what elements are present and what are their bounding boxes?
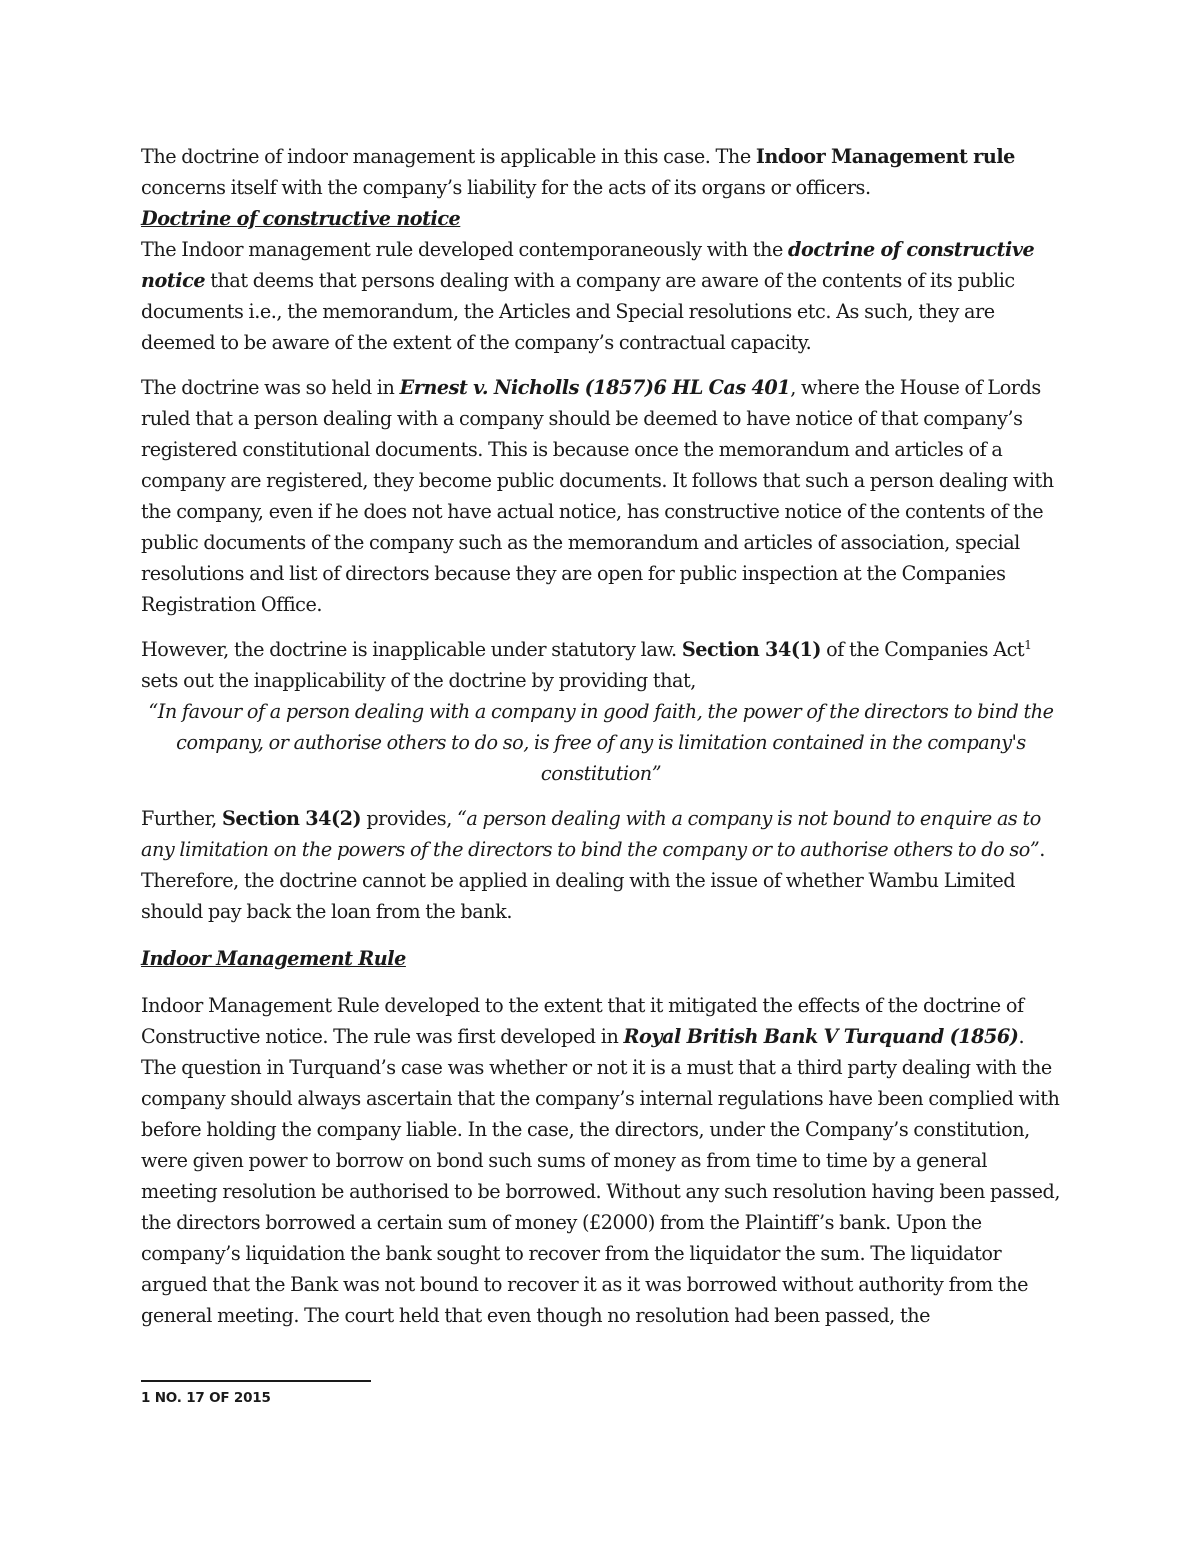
heading-constructive-notice: Doctrine of constructive notice [141,207,461,230]
footnote-separator [141,1380,371,1382]
document-body [141,141,1061,1331]
footnote-reference[interactable]: 1 [1024,638,1032,652]
constructive-notice-term: doctrine of constructive notice [141,238,1035,292]
section-34-2-term: Section 34(2) [221,807,362,830]
section-34-1-term: Section 34(1) [681,638,821,661]
section-34-2-quote: “a person dealing with a company is not bound to enquire as to any limitation on the powers of the directors to bind the company or to authorise others to do so” [141,807,1041,861]
section-34-1-paragraph: However, the doctrine is inapplicable under statutory law. Section 34(1) of the Companies Act$^1$ sets out the inapplicability of the doctrine by providing that, [141,638,1032,692]
section-34-1-quote: “In favour of a person dealing with a company in good faith, the power of the directors to bind the company, or authorise others to do so, is free of any is limitation contained in the company's constitution” [148,700,1054,785]
indoor-management-rule-term: Indoor Management rule [755,145,1015,168]
intro-paragraph: The doctrine of indoor management is applicable in this case. The Indoor Management rule concerns itself with the company’s liability for the acts of its organs or officers. [141,145,1015,199]
heading-indoor-management-rule: Indoor Management Rule [141,947,406,970]
case-citation-ernest-nicholls: Ernest v. Nicholls (1857)6 HL Cas 401 [399,376,791,399]
section-34-2-paragraph: Further, Section 34(2) provides, “a person dealing with a company is not bound to enquire as to any limitation on the powers of the directors to bind the company or to authorise others to do so”. [141,807,1045,861]
conclusion-paragraph: Therefore, the doctrine cannot be applied in dealing with the issue of whether Wambu Limited should pay back the loan from the bank. [141,869,1016,923]
case-citation-turquand: Royal British Bank V Turquand (1856) [623,1025,1019,1048]
ernest-nicholls-paragraph: The doctrine was so held in Ernest v. Nicholls (1857)6 HL Cas 401, where the House of Lords ruled that a person dealing with a company should be deemed to have notice of that company’s registered constitutional documents. This is because once the memorandum and articles of a company are registered, they become public documents. It follows that such a person dealing with the company, even if he does not have actual notice, has constructive notice of the contents of the public documents of the company such as the memorandum and articles of association, special resolutions and list of directors because they are open for public inspection at the Companies Registration Office. [141,376,1054,616]
constructive-notice-paragraph: The Indoor management rule developed contemporaneously with the doctrine of constructive notice that deems that persons dealing with a company are aware of the contents of its public documents i.e., the memorandum, the Articles and Special resolutions etc. As such, they are deemed to be aware of the extent of the company’s contractual capacity. [141,238,1035,354]
turquand-paragraph: Indoor Management Rule developed to the extent that it mitigated the effects of the doctrine of Constructive notice. The rule was first developed in Royal British Bank V Turquand (1856). The question in Turquand’s case was whether or not it is a must that a third party dealing with the company should always ascertain that the company’s internal regulations have been complied with before holding the company liable. In the case, the directors, under the Company’s constitution, were given power to borrow on bond such sums of money as from time to time by a general meeting resolution be authorised to be borrowed. Without any such resolution having been passed, the directors borrowed a certain sum of money (£2000) from the Plaintiff’s bank. Upon the company’s liquidation the bank sought to recover from the liquidator the sum. The liquidator argued that the Bank was not bound to recover it as it was borrowed without authority from the general meeting. The court held that even though no resolution had been passed, the [141,994,1061,1327]
footnote: 1 NO. 17 OF 2015 [141,1390,271,1406]
